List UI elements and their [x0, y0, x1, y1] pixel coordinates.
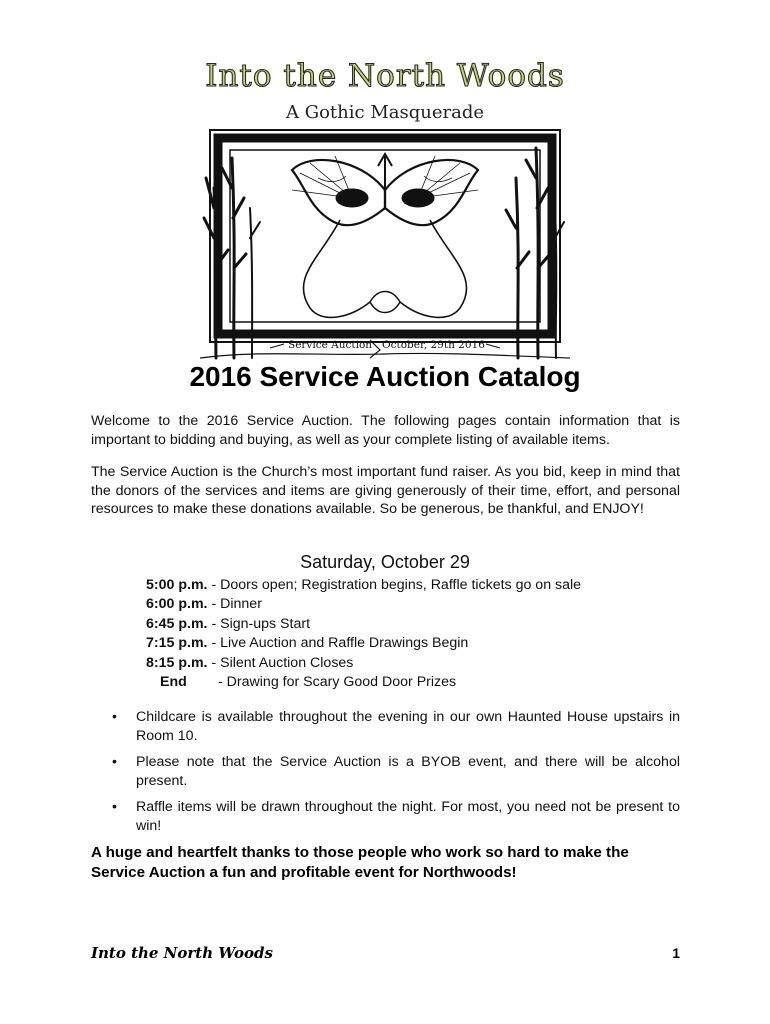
schedule-row: [146, 634, 706, 653]
schedule-desc: - Live Auction and Raffle Drawings Begin: [207, 635, 469, 652]
schedule-row: [146, 654, 706, 673]
note-text: Raffle items will be drawn throughout the night. For most, you need not be present to win!: [136, 799, 680, 834]
page-number: 1: [672, 945, 680, 961]
list-item: [108, 708, 680, 745]
page-title: 2016 Service Auction Catalog: [189, 361, 581, 392]
art-caption: [275, 339, 505, 355]
caption-date: October, 29th 2016: [382, 339, 485, 351]
list-item: [108, 753, 680, 790]
schedule-time: 7:15 p.m.: [146, 635, 208, 652]
schedule-list: [146, 576, 706, 692]
bullet-icon: •: [112, 799, 117, 815]
schedule-row: [146, 615, 706, 634]
event-subtitle: A Gothic Masquerade: [286, 102, 484, 123]
schedule-desc: - Doors open; Registration begins, Raffle tickets go on sale: [207, 577, 582, 593]
schedule-desc: - Drawing for Scary Good Door Prizes: [218, 673, 457, 690]
bullet-icon: •: [112, 709, 117, 725]
schedule-desc: - Dinner: [207, 596, 262, 613]
caption-event: Service Auction: [288, 339, 373, 351]
schedule-desc: - Sign-ups Start: [207, 615, 311, 632]
notes-list: [108, 708, 680, 843]
schedule-desc: - Silent Auction Closes: [207, 654, 354, 671]
event-title: Into the North Woods: [205, 58, 565, 94]
footer-title: Into the North Woods: [91, 944, 273, 962]
schedule-row: [146, 595, 706, 614]
note-text: Please note that the Service Auction is a BYOB event, and there will be alcohol present.: [136, 754, 680, 789]
schedule-time: End: [160, 673, 187, 690]
welcome-paragraph: Welcome to the 2016 Service Auction. The following pages contain information that is important to bidding and buying, as well as your complete listing of available items.: [91, 413, 680, 448]
bullet-icon: •: [112, 754, 117, 770]
schedule-row: [146, 673, 706, 692]
fundraiser-paragraph: The Service Auction is the Church’s most important fund raiser. As you bid, keep in mind that the donors of the services and items are giving generously of their time, effort, and personal resources to make these donations available. So be generous, be thankful, and ENJOY!: [91, 464, 680, 517]
schedule-time: 8:15 p.m.: [146, 654, 208, 671]
note-text: Childcare is available throughout the evening in our own Haunted House upstairs in Room 10.: [136, 709, 680, 744]
masquerade-illustration: [200, 118, 570, 363]
schedule-time: 6:45 p.m.: [146, 615, 208, 632]
list-item: [108, 798, 680, 835]
schedule-time: 5:00 p.m.: [146, 577, 208, 593]
schedule-date: Saturday, October 29: [300, 552, 470, 572]
schedule-time: 6:00 p.m.: [146, 596, 208, 613]
thanks-note: A huge and heartfelt thanks to those people who work so hard to make the Service Auction a fun and profitable event for Northwoods!: [91, 844, 629, 881]
schedule-row: [146, 576, 706, 595]
